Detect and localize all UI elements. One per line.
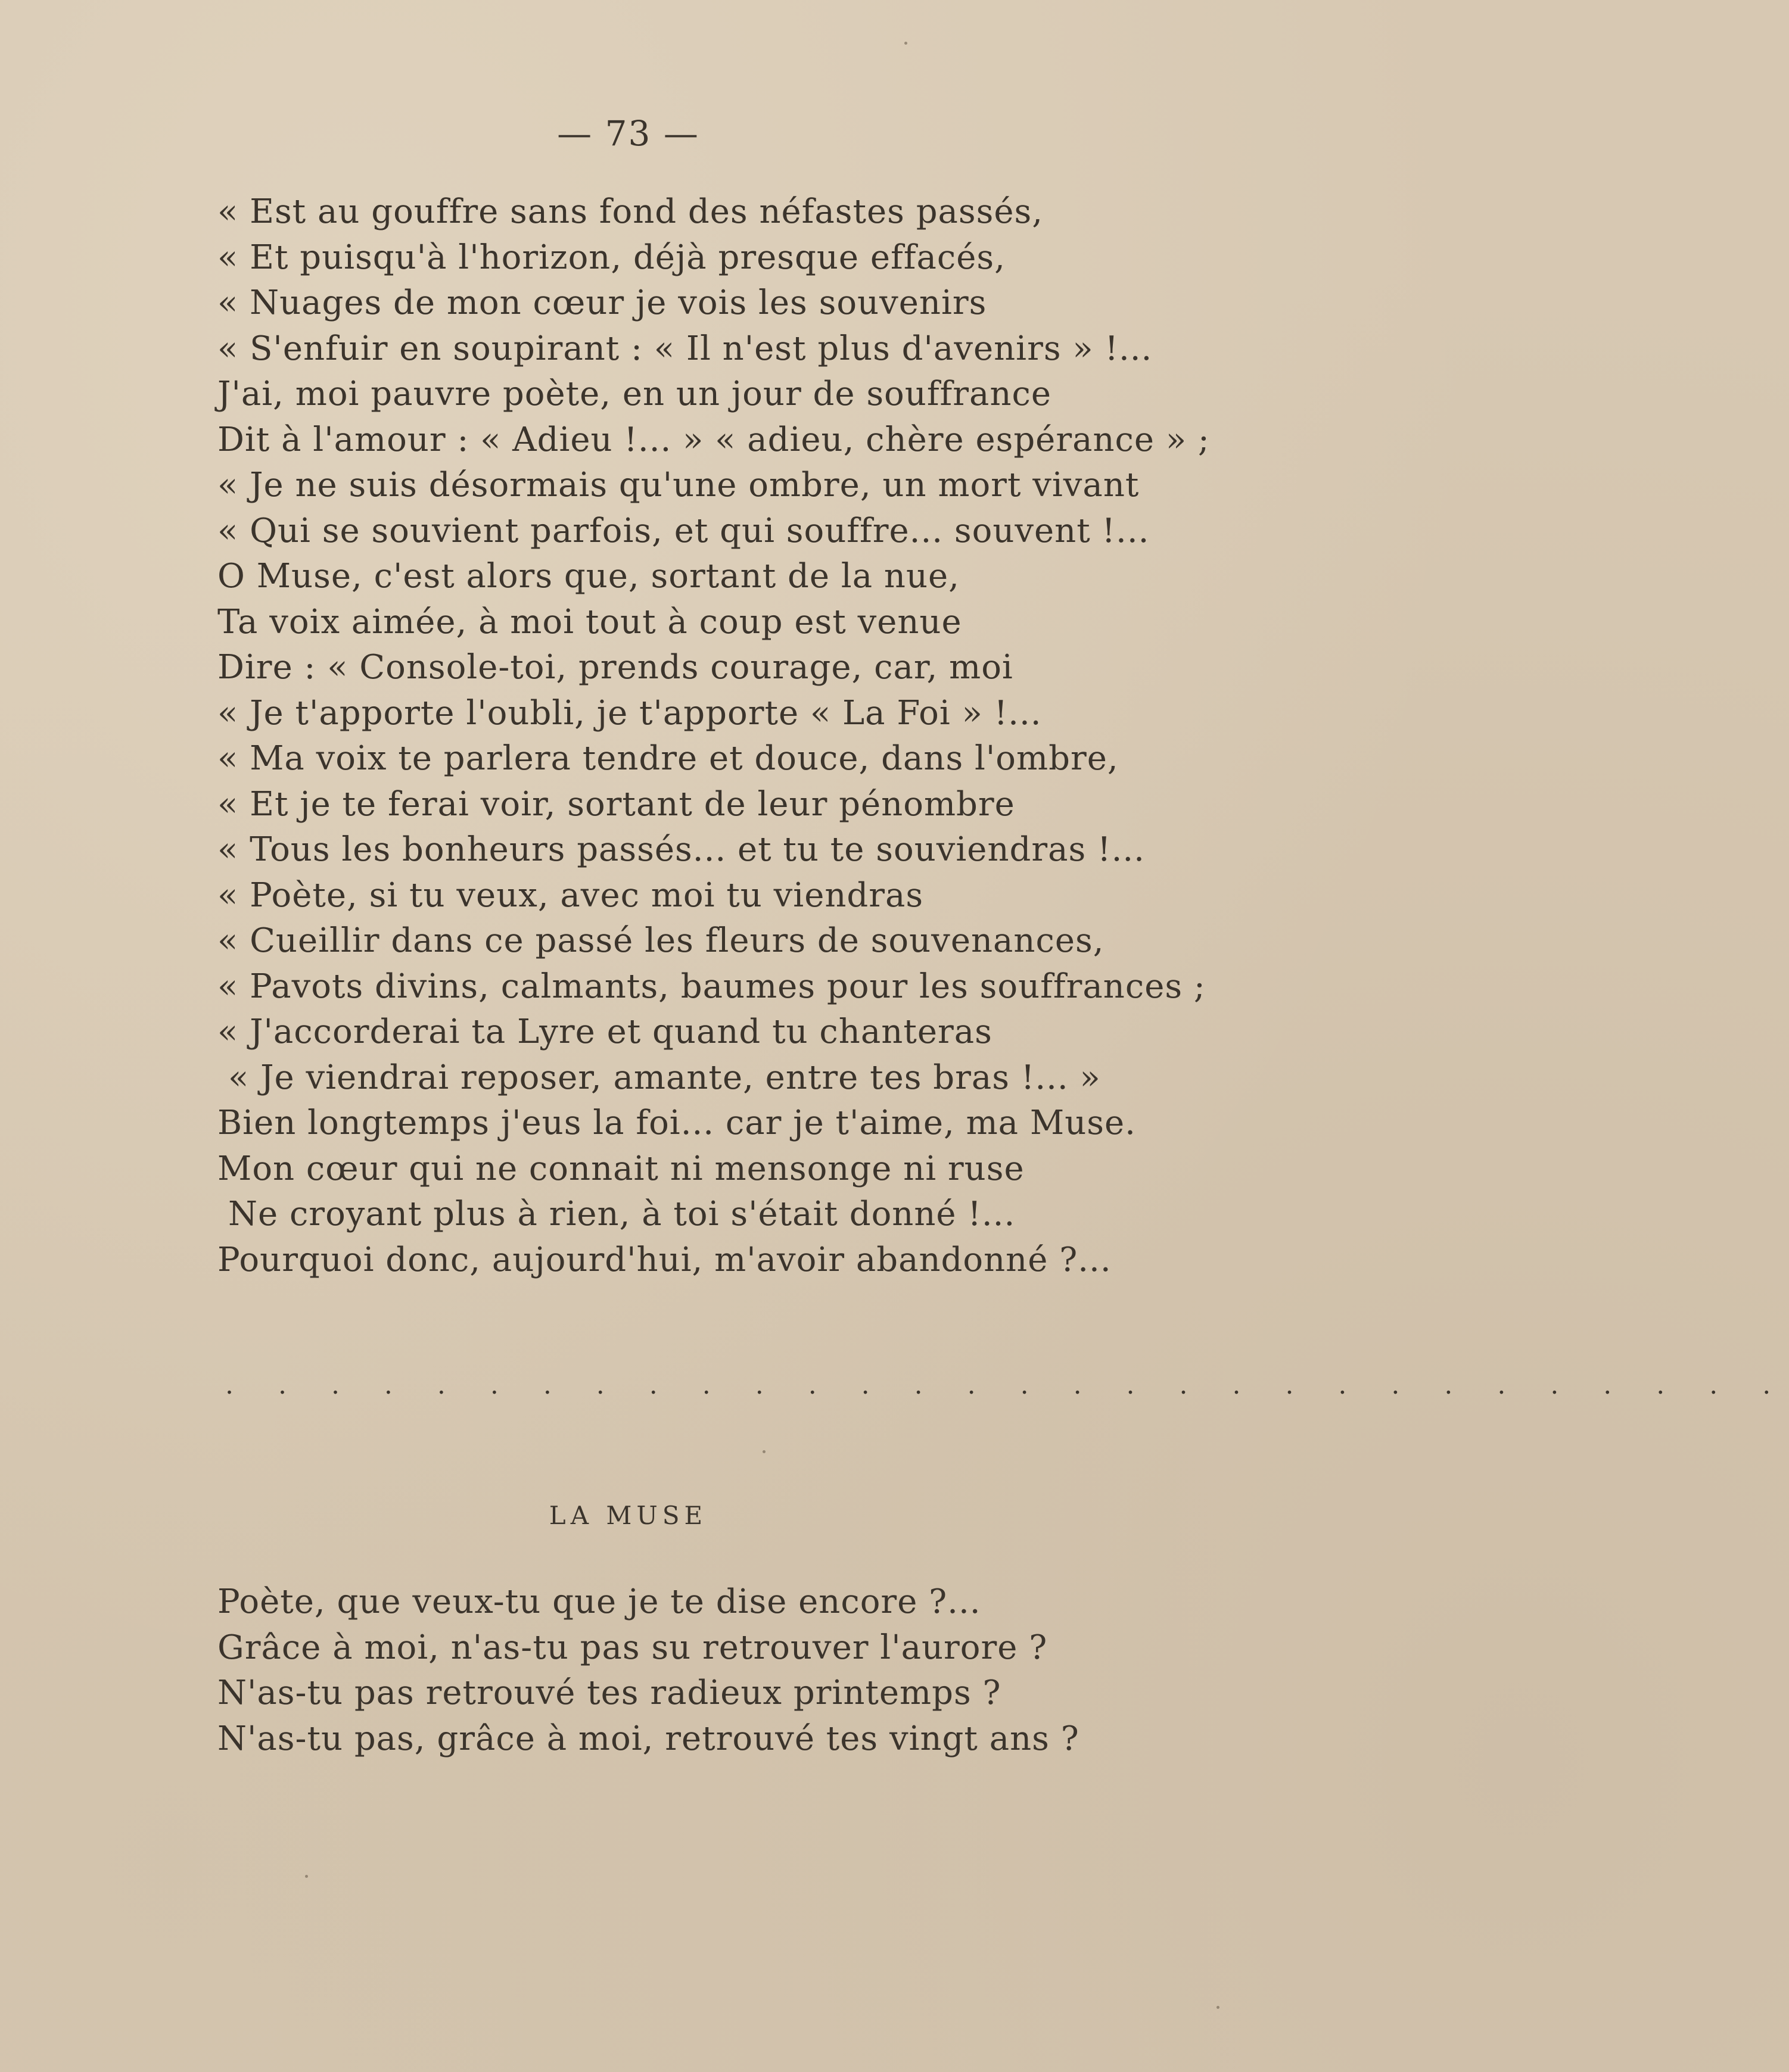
poem-stanza-1 — [217, 189, 1230, 1283]
verse-line: « Tous les bonheurs passés... et tu te souviendras !... — [217, 830, 1145, 869]
verse-line: J'ai, moi pauvre poète, en un jour de souffrance — [217, 375, 1052, 413]
verse-line: O Muse, c'est alors que, sortant de la nue, — [217, 557, 960, 596]
verse-line: N'as-tu pas retrouvé tes radieux printemps ? — [217, 1674, 1001, 1712]
paper-speck — [1216, 2006, 1219, 2009]
verse-line: « J'accorderai ta Lyre et quand tu chanteras — [217, 1012, 992, 1051]
paper-speck — [904, 42, 907, 45]
ellipsis-separator: . . . . . . . . . . . . . . . . . . . . . . . . . . . . . . — [225, 1370, 1789, 1400]
verse-line: Dire : « Console-toi, prends courage, car, moi — [217, 648, 1013, 687]
verse-line: « Je ne suis désormais qu'une ombre, un mort vivant — [217, 466, 1140, 504]
verse-line: Grâce à moi, n'as-tu pas su retrouver l'aurore ? — [217, 1628, 1048, 1667]
verse-line: Mon cœur qui ne connait ni mensonge ni ruse — [217, 1149, 1025, 1188]
verse-line: N'as-tu pas, grâce à moi, retrouvé tes vingt ans ? — [217, 1719, 1079, 1758]
verse-line: « Je viendrai reposer, amante, entre tes bras !... » — [228, 1058, 1101, 1097]
verse-line: « Nuages de mon cœur je vois les souvenirs — [217, 283, 987, 322]
paper-speck — [305, 1875, 308, 1878]
verse-line: « S'enfuir en soupirant : « Il n'est plus d'avenirs » !... — [217, 329, 1153, 368]
poem-stanza-2 — [217, 1579, 1230, 1762]
section-heading: LA MUSE — [549, 1501, 708, 1530]
verse-line: Ne croyant plus à rien, à toi s'était donné !... — [228, 1195, 1016, 1233]
verse-line: « Je t'apporte l'oubli, je t'apporte « La Foi » !... — [217, 693, 1042, 733]
verse-line: Pourquoi donc, aujourd'hui, m'avoir abandonné ?... — [217, 1240, 1112, 1279]
paper-speck — [763, 1450, 766, 1453]
verse-line: « Et je te ferai voir, sortant de leur pénombre — [217, 784, 1015, 824]
verse-line: « Cueillir dans ce passé les fleurs de souvenances, — [217, 921, 1104, 960]
verse-line: « Pavots divins, calmants, baumes pour les souffrances ; — [217, 967, 1206, 1006]
verse-line: « Poète, si tu veux, avec moi tu viendras — [217, 875, 924, 915]
verse-line: Ta voix aimée, à moi tout à coup est venue — [217, 602, 962, 641]
page-number: — 73 — — [557, 113, 699, 154]
verse-line: « Qui se souvient parfois, et qui souffre... souvent !... — [217, 511, 1150, 550]
verse-line: « Est au gouffre sans fond des néfastes passés, — [217, 192, 1044, 231]
verse-line: Bien longtemps j'eus la foi... car je t'aime, ma Muse. — [217, 1104, 1136, 1142]
verse-line: Dit à l'amour : « Adieu !... » « adieu, chère espérance » ; — [217, 420, 1210, 459]
verse-line: « Ma voix te parlera tendre et douce, dans l'ombre, — [217, 739, 1119, 778]
verse-line: Poète, que veux-tu que je te dise encore ?... — [217, 1582, 981, 1621]
verse-line: « Et puisqu'à l'horizon, déjà presque effacés, — [217, 238, 1006, 277]
